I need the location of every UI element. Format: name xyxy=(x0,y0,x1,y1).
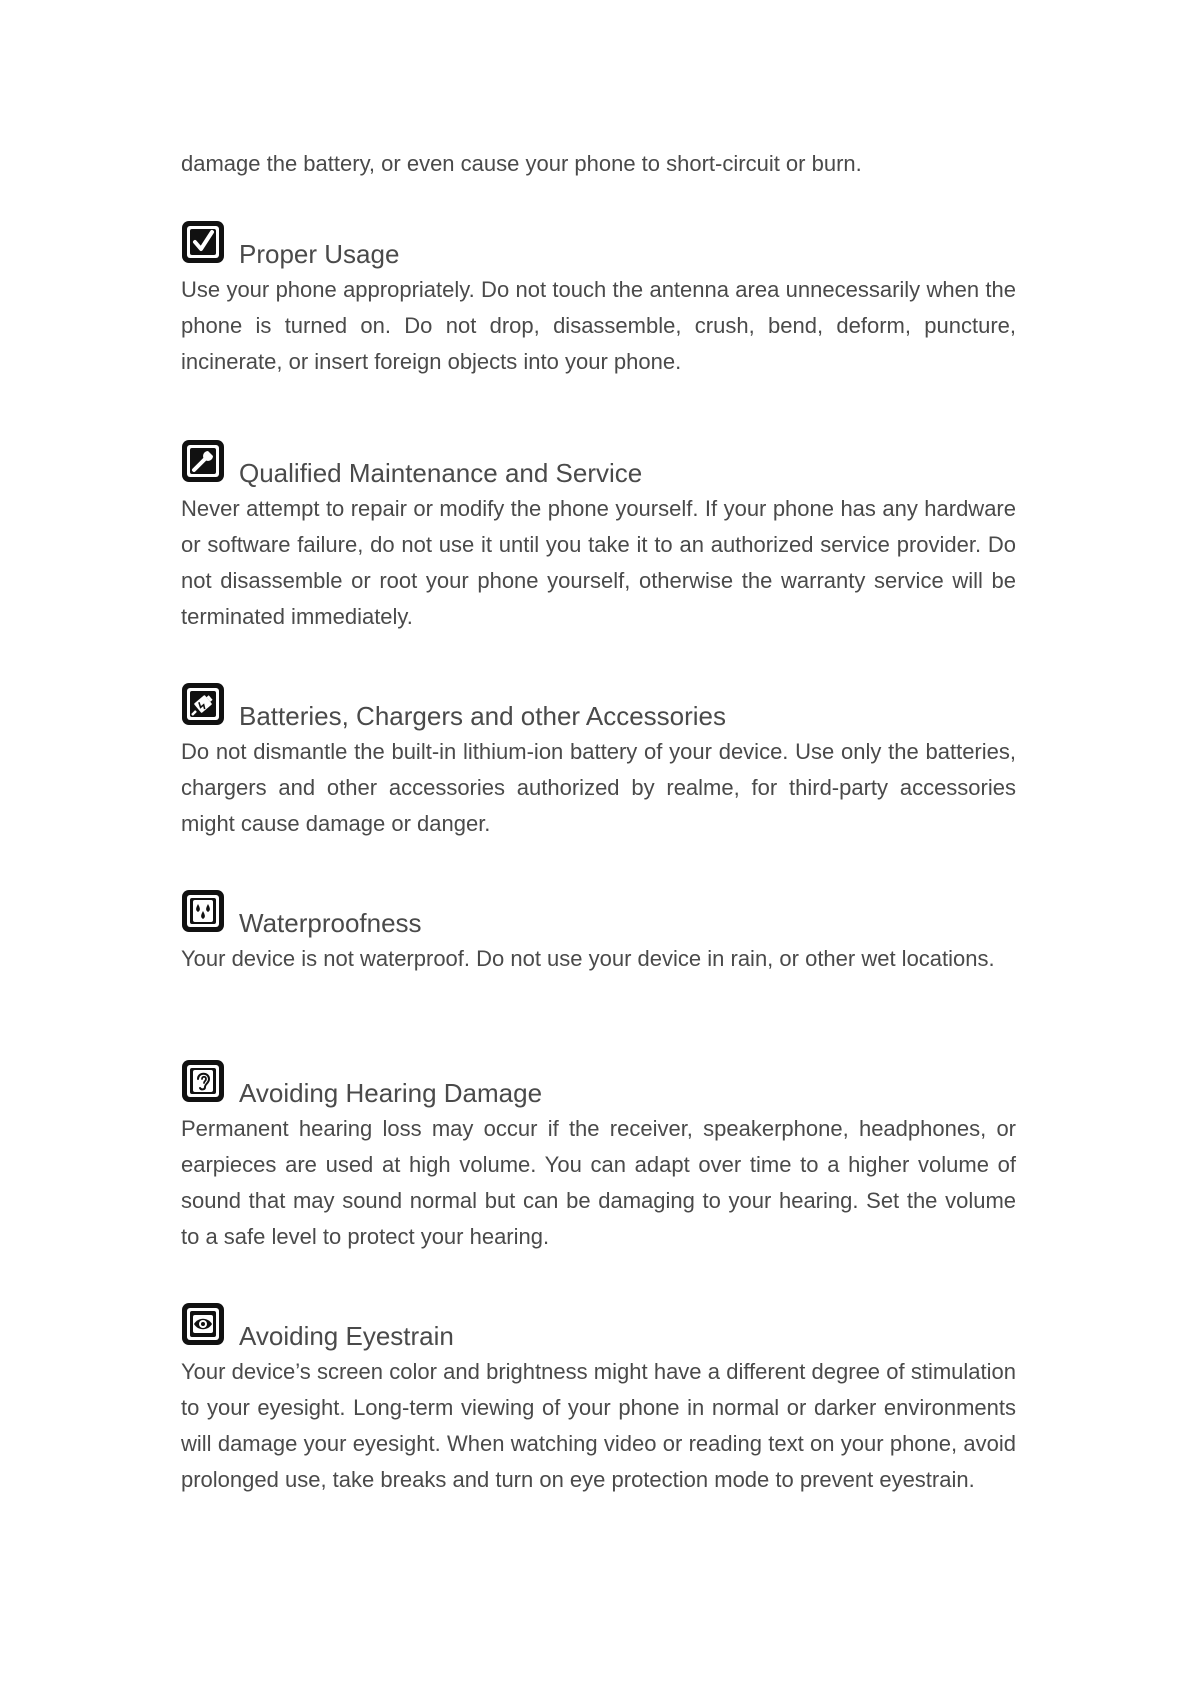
section-body: Your device’s screen color and brightness might have a different degree of stimulation to your eyesight. Long-term viewing of your phone in normal or darker environments will damage your eyesight. When watching video or reading text on your phone, avoid prolonged use, take breaks and turn on eye protection mode to prevent eyestrain. xyxy=(181,1359,1016,1492)
section-header xyxy=(181,1059,1016,1111)
checkbox-icon xyxy=(181,220,225,264)
intro-text: damage the battery, or even cause your phone to short-circuit or burn. xyxy=(181,151,862,176)
section-body: Your device is not waterproof. Do not use your device in rain, or other wet locations. xyxy=(181,946,995,971)
section-title: Avoiding Eyestrain xyxy=(239,1321,454,1351)
battery-charger-icon xyxy=(181,682,225,726)
section-body: Use your phone appropriately. Do not touch the antenna area unnecessarily when the phone is turned on. Do not drop, disassemble, crush, bend, deform, puncture, incinerate, or insert foreign objects into your phone. xyxy=(181,277,1016,374)
section-title: Avoiding Hearing Damage xyxy=(239,1078,543,1108)
water-drops-icon xyxy=(181,889,225,933)
section-body: Do not dismantle the built-in lithium-ion battery of your device. Use only the batteries, chargers and other accessories authorized by realme, for third-party accessories might cause damage or danger. xyxy=(181,739,1016,836)
section-header xyxy=(181,682,1016,734)
section-header xyxy=(181,1302,1016,1354)
section-header xyxy=(181,220,1016,272)
section-body: Permanent hearing loss may occur if the receiver, speakerphone, headphones, or earpieces are used at high volume. You can adapt over time to a higher volume of sound that may sound normal but can be damaging to your hearing. Set the volume to a safe level to protect your hearing. xyxy=(181,1116,1016,1249)
section-header xyxy=(181,439,1016,491)
section-proper-usage xyxy=(181,220,1016,380)
wrench-icon xyxy=(181,439,225,483)
section-hearing-damage xyxy=(181,1059,1016,1255)
section-body: Never attempt to repair or modify the phone yourself. If your phone has any hardware or software failure, do not use it until you take it to an authorized service provider. Do not disassemble or root your phone yourself, otherwise the warranty service will be terminated immediately. xyxy=(181,496,1016,629)
section-title: Batteries, Chargers and other Accessories xyxy=(239,701,727,731)
ear-icon xyxy=(181,1059,225,1103)
section-waterproofness xyxy=(181,889,1016,977)
section-batteries-chargers xyxy=(181,682,1016,842)
section-title: Proper Usage xyxy=(239,239,400,269)
section-qualified-maintenance xyxy=(181,439,1016,635)
section-title: Waterproofness xyxy=(239,908,422,938)
eye-icon xyxy=(181,1302,225,1346)
section-header xyxy=(181,889,1016,941)
section-eyestrain xyxy=(181,1302,1016,1498)
section-title: Qualified Maintenance and Service xyxy=(239,458,643,488)
